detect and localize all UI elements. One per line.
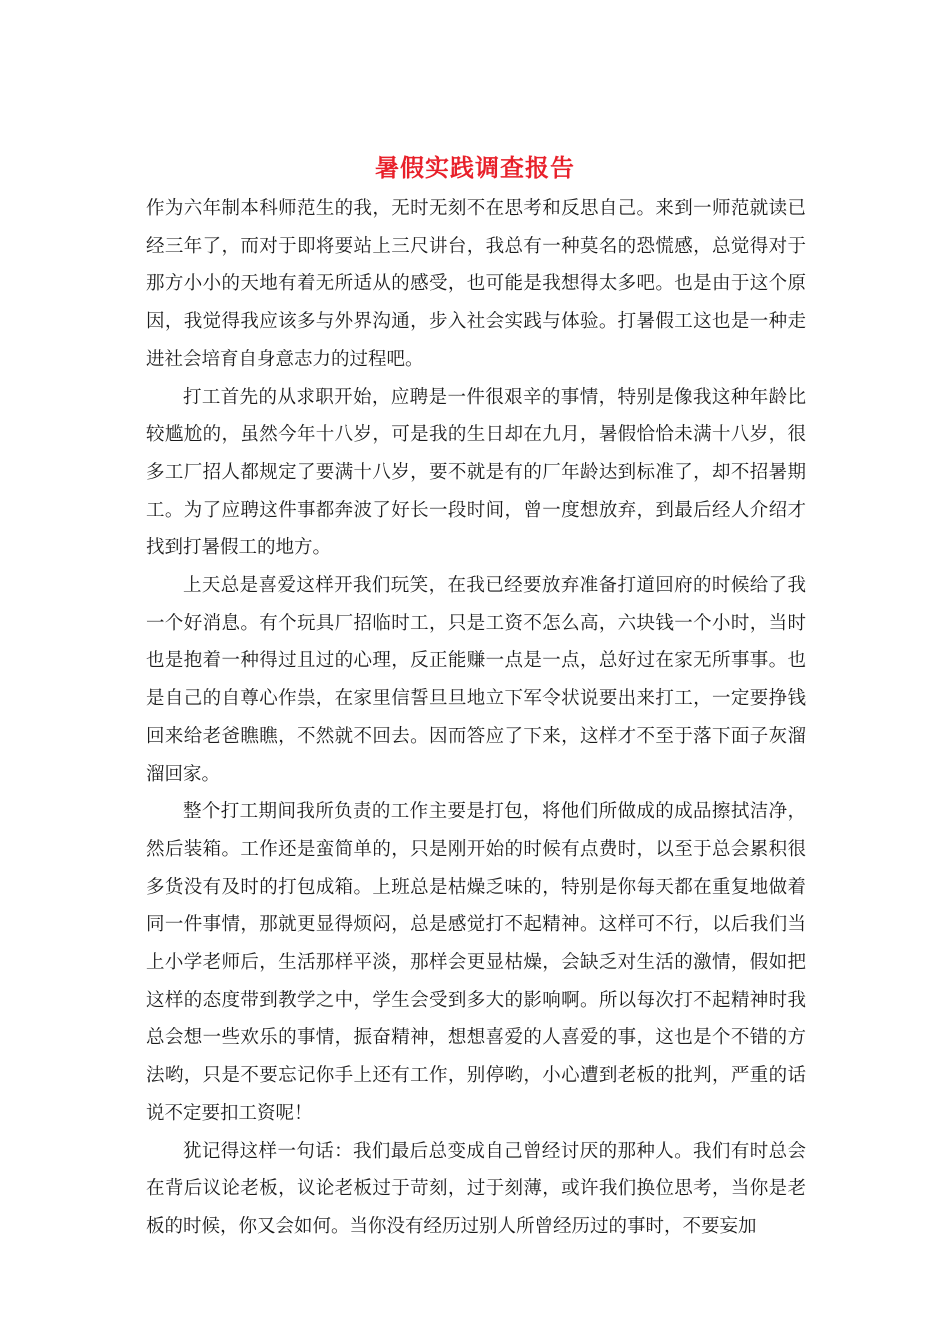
paragraph-3: 上天总是喜爱这样开我们玩笑，在我已经要放弃准备打道回府的时候给了我一个好消息。有个玩具厂招临时工，只是工资不怎么高，六块钱一个小时，当时也是抱着一种得过且过的心理，反正能赚一点是一点，总好过在家无所事事。也是自己的自尊心作祟，在家里信誓旦旦地立下军令状说要出来打工，一定要挣钱回来给老爸瞧瞧，不然就不回去。因而答应了下来，这样才不至于落下面子灰溜溜回家。 bbox=[146, 575, 806, 785]
paragraph-1: 作为六年制本科师范生的我，无时无刻不在思考和反思自己。来到一师范就读已经三年了，而对于即将要站上三尺讲台，我总有一种莫名的恐慌感，总觉得对于那方小小的天地有着无所适从的感受，也可能是我想得太多吧。也是由于这个原因，我觉得我应该多与外界沟通，步入社会实践与体验。打暑假工这也是一种走进社会培育自身意志力的过程吧。 bbox=[146, 198, 806, 370]
document-body bbox=[146, 190, 806, 1246]
paragraph-2: 打工首先的从求职开始，应聘是一件很艰辛的事情，特别是像我这种年龄比较尴尬的，虽然今年十八岁，可是我的生日却在九月，暑假恰恰未满十八岁，很多工厂招人都规定了要满十八岁，要不就是有的厂年龄达到标准了，却不招暑期工。为了应聘这件事都奔波了好长一段时间，曾一度想放弃，到最后经人介绍才找到打暑假工的地方。 bbox=[146, 386, 806, 559]
paragraph-5: 犹记得这样一句话：我们最后总变成自己曾经讨厌的那种人。我们有时总会在背后议论老板，议论老板过于苛刻，过于刻薄，或许我们换位思考，当你是老板的时候，你又会如何。当你没有经历过别人所曾经历过的事时，不要妄加 bbox=[146, 1140, 806, 1237]
document-title: 暑假实践调查报告 bbox=[375, 153, 575, 182]
paragraph-4: 整个打工期间我所负责的工作主要是打包，将他们所做成的成品擦拭洁净，然后装箱。工作还是蛮简单的，只是刚开始的时候有点费时，以至于总会累积很多货没有及时的打包成箱。上班总是枯燥乏味的，特别是你每天都在重复地做着同一件事情，那就更显得烦闷，总是感觉打不起精神。这样可不行，以后我们当上小学老师后，生活那样平淡，那样会更显枯燥，会缺乏对生活的激情，假如把这样的态度带到教学之中，学生会受到多大的影响啊。所以每次打不起精神时我总会想一些欢乐的事情，振奋精神，想想喜爱的人喜爱的事，这也是个不错的方法哟，只是不要忘记你手上还有工作，别停哟，小心遭到老板的批判，严重的话说不定要扣工资呢！ bbox=[146, 801, 806, 1124]
